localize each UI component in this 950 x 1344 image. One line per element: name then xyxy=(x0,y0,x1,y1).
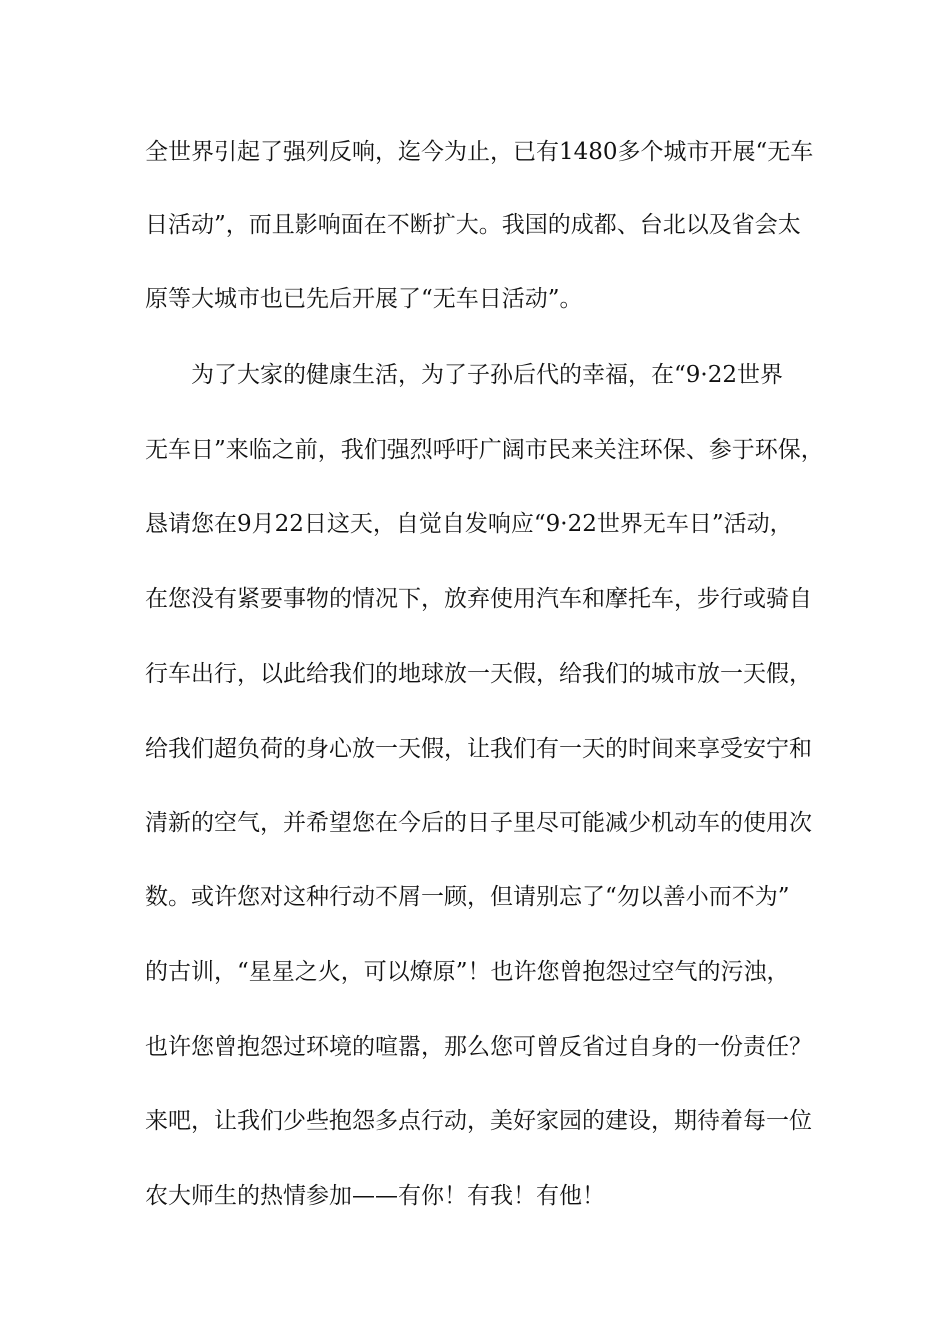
text-line: 恳请您在9月22日这天，自觉自发响应“9·22世界无车日”活动， xyxy=(145,511,793,537)
text-line: 行车出行，以此给我们的地球放一天假，给我们的城市放一天假， xyxy=(145,661,812,687)
text-line: 来吧，让我们少些抱怨多点行动，美好家园的建设，期待着每一位 xyxy=(145,1108,812,1134)
paragraph-first-line: 为了大家的健康生活，为了子孙后代的幸福，在“9·22世界 xyxy=(191,362,783,388)
text-line: 的古训，“星星之火，可以燎原”！也许您曾抱怨过空气的污浊， xyxy=(145,959,790,985)
text-line: 无车日”来临之前，我们强烈呼吁广阔市民来关注环保、参于环保， xyxy=(145,437,824,463)
text-line: 日活动”，而且影响面在不断扩大。我国的成都、台北以及省会太 xyxy=(145,212,801,238)
text-line: 原等大城市也已先后开展了“无车日活动”。 xyxy=(145,286,583,312)
text-line: 给我们超负荷的身心放一天假，让我们有一天的时间来享受安宁和 xyxy=(145,736,812,762)
text-line: 也许您曾抱怨过环境的喧嚣，那么您可曾反省过自身的一份责任？ xyxy=(145,1034,812,1060)
text-line: 清新的空气，并希望您在今后的日子里尽可能减少机动车的使用次 xyxy=(145,810,812,836)
text-line: 全世界引起了强列反响，迄今为止，已有1480多个城市开展“无车 xyxy=(145,139,814,165)
text-line: 数。或许您对这种行动不屑一顾，但请别忘了“勿以善小而不为” xyxy=(145,884,790,910)
text-line: 在您没有紧要事物的情况下，放弃使用汽车和摩托车，步行或骑自 xyxy=(145,586,812,612)
text-line: 农大师生的热情参加——有你！有我！有他！ xyxy=(145,1183,605,1209)
